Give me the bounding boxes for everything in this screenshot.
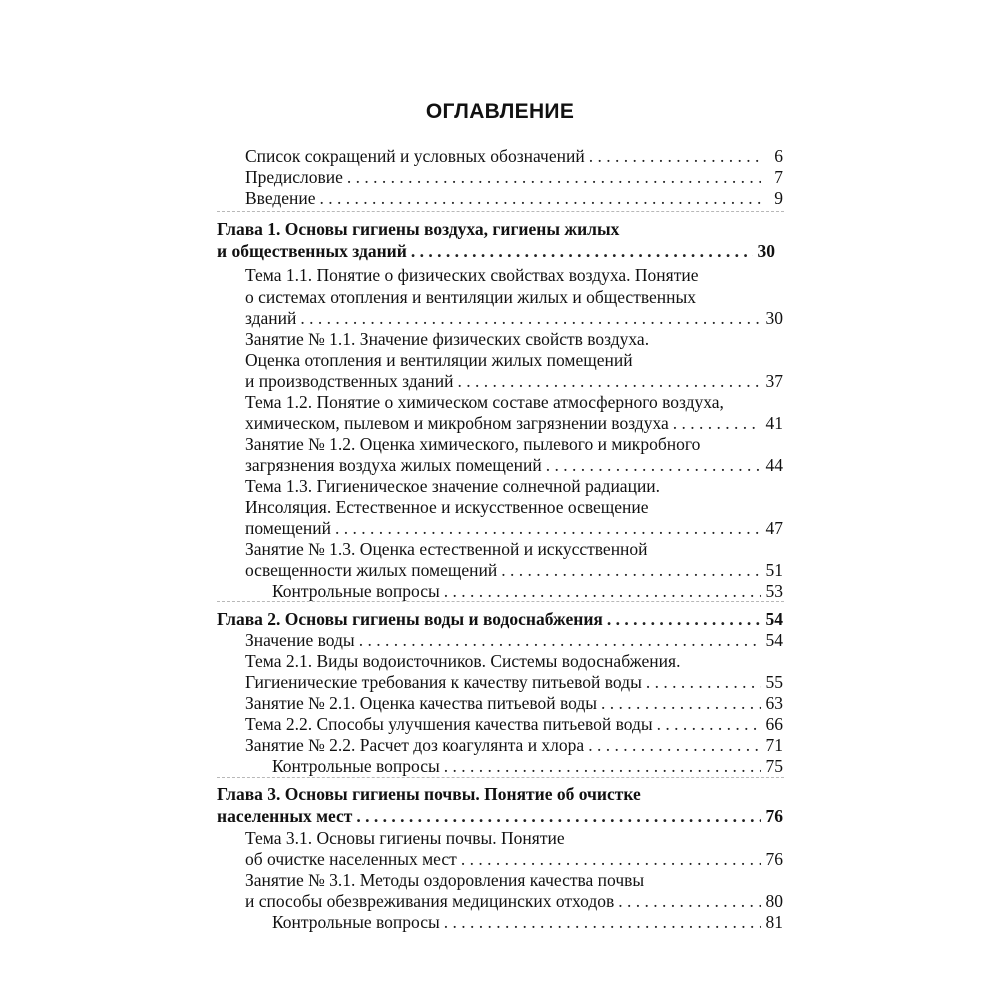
toc-entry-topic-2-2 — [245, 713, 783, 735]
topic-1-2-line-1: Тема 1.2. Понятие о химическом составе атмосферного воздуха, — [245, 392, 724, 412]
toc-entry-title: Значение воды — [245, 630, 355, 650]
toc-entry-page: 37 — [765, 371, 783, 391]
leader-dots — [546, 454, 761, 476]
leader-dots — [300, 307, 761, 329]
toc-entry-title: Контрольные вопросы — [272, 912, 440, 932]
lesson-1-1-line-2: Оценка отопления и вентиляции жилых помещений — [245, 350, 633, 370]
leader-dots — [589, 145, 761, 167]
toc-entry-page: 54 — [765, 630, 783, 650]
toc-entry-preface — [245, 166, 783, 188]
toc-entry-title: и способы обезвреживания медицинских отходов — [245, 891, 615, 911]
toc-entry-page: 80 — [765, 891, 783, 911]
toc-entry-control-questions-1 — [272, 580, 783, 602]
toc-entry-title: Предисловие — [245, 167, 343, 187]
leader-dots — [588, 734, 761, 756]
toc-entry-title: населенных мест — [217, 806, 353, 826]
toc-entry-page: 7 — [774, 167, 783, 187]
toc-entry-page: 51 — [765, 560, 783, 580]
leader-dots — [356, 805, 761, 827]
toc-entry-title: Тема 2.2. Способы улучшения качества питьевой воды — [245, 714, 653, 734]
toc-entry-page: 76 — [765, 849, 783, 869]
toc-entry-topic-2-1 — [245, 671, 783, 693]
toc-entry-title: Список сокращений и условных обозначений — [245, 146, 585, 166]
topic-2-1-line-1: Тема 2.1. Виды водоисточников. Системы водоснабжения. — [245, 651, 681, 671]
section-divider — [217, 601, 784, 602]
toc-entry-title: Гигиенические требования к качеству питьевой воды — [245, 672, 642, 692]
topic-1-3-line-2: Инсоляция. Естественное и искусственное освещение — [245, 497, 649, 517]
toc-entry-page: 76 — [765, 806, 783, 826]
toc-entry-chapter-2 — [217, 608, 783, 630]
toc-entry-title: помещений — [245, 518, 331, 538]
toc-entry-title: Контрольные вопросы — [272, 581, 440, 601]
toc-entry-topic-1-3 — [245, 517, 783, 539]
leader-dots — [646, 671, 761, 693]
leader-dots — [444, 755, 761, 777]
leader-dots — [444, 911, 761, 933]
toc-entry-page: 63 — [765, 693, 783, 713]
toc-entry-control-questions-2 — [272, 755, 783, 777]
leader-dots — [618, 890, 761, 912]
toc-entry-introduction — [245, 187, 783, 209]
toc-entry-page: 75 — [765, 756, 783, 776]
leader-dots — [458, 370, 762, 392]
toc-entry-title: загрязнения воздуха жилых помещений — [245, 455, 542, 475]
toc-entry-page: 53 — [765, 581, 783, 601]
toc-entry-page: 47 — [765, 518, 783, 538]
leader-dots — [411, 240, 753, 262]
toc-entry-lesson-1-1 — [245, 370, 783, 392]
toc-entry-topic-3-1 — [245, 848, 783, 870]
toc-entry-lesson-1-3 — [245, 559, 783, 581]
toc-entry-title: освещенности жилых помещений — [245, 560, 498, 580]
toc-entry-page: 9 — [774, 188, 783, 208]
section-divider — [217, 777, 784, 778]
toc-entry-lesson-2-1 — [245, 692, 783, 714]
toc-entry-page: 6 — [774, 146, 783, 166]
leader-dots — [444, 580, 761, 602]
toc-entry-page: 44 — [765, 455, 783, 475]
toc-entry-page: 30 — [757, 241, 775, 261]
lesson-1-3-line-1: Занятие № 1.3. Оценка естественной и искусственной — [245, 539, 648, 559]
lesson-3-1-line-1: Занятие № 3.1. Методы оздоровления качества почвы — [245, 870, 645, 890]
toc-entry-lesson-2-2 — [245, 734, 783, 756]
toc-entry-page: 71 — [765, 735, 783, 755]
lesson-1-1-line-1: Занятие № 1.1. Значение физических свойств воздуха. — [245, 329, 650, 349]
chapter-3-heading-line-1: Глава 3. Основы гигиены почвы. Понятие об очистке — [217, 784, 641, 804]
leader-dots — [320, 187, 761, 209]
toc-entry-abbreviations — [245, 145, 783, 167]
toc-entry-page: 54 — [765, 609, 783, 629]
topic-1-1-line-1: Тема 1.1. Понятие о физических свойствах воздуха. Понятие — [245, 265, 699, 285]
toc-entry-chapter-3 — [217, 805, 783, 827]
toc-entry-title: Глава 2. Основы гигиены воды и водоснабжения — [217, 609, 603, 629]
toc-entry-chapter-1 — [217, 240, 775, 262]
leader-dots — [601, 692, 761, 714]
toc-entry-lesson-3-1 — [245, 890, 783, 912]
toc-entry-title: Занятие № 2.2. Расчет доз коагулянта и хлора — [245, 735, 585, 755]
chapter-1-heading-line-1: Глава 1. Основы гигиены воздуха, гигиены жилых — [217, 219, 620, 239]
toc-entry-topic-1-1 — [245, 307, 783, 329]
toc-entry-topic-1-2 — [245, 412, 783, 434]
toc-entry-title: химическом, пылевом и микробном загрязнении воздуха — [245, 413, 669, 433]
section-divider — [217, 211, 784, 212]
page-title: ОГЛАВЛЕНИЕ — [425, 100, 575, 123]
leader-dots — [657, 713, 761, 735]
toc-entry-page: 55 — [765, 672, 783, 692]
toc-entry-page: 66 — [765, 714, 783, 734]
topic-1-3-line-1: Тема 1.3. Гигиеническое значение солнечной радиации. — [245, 476, 661, 496]
leader-dots — [335, 517, 761, 539]
toc-entry-title: об очистке населенных мест — [245, 849, 457, 869]
toc-entry-page: 41 — [765, 413, 783, 433]
toc-entry-page: 30 — [765, 308, 783, 328]
leader-dots — [673, 412, 761, 434]
toc-entry-title: и производственных зданий — [245, 371, 454, 391]
toc-entry-title: Введение — [245, 188, 316, 208]
toc-entry-title: зданий — [245, 308, 297, 328]
toc-entry-water-importance — [245, 629, 783, 651]
toc-entry-control-questions-3 — [272, 911, 783, 933]
topic-1-1-line-2: о системах отопления и вентиляции жилых и общественных — [245, 287, 697, 307]
toc-entry-lesson-1-2 — [245, 454, 783, 476]
toc-entry-page: 81 — [765, 912, 783, 932]
topic-3-1-line-1: Тема 3.1. Основы гигиены почвы. Понятие — [245, 828, 565, 848]
toc-entry-title: Контрольные вопросы — [272, 756, 440, 776]
lesson-1-2-line-1: Занятие № 1.2. Оценка химического, пылевого и микробного — [245, 434, 701, 454]
leader-dots — [461, 848, 761, 870]
leader-dots — [607, 608, 761, 630]
toc-entry-title: Занятие № 2.1. Оценка качества питьевой воды — [245, 693, 598, 713]
leader-dots — [359, 629, 761, 651]
leader-dots — [347, 166, 761, 188]
toc-entry-title: и общественных зданий — [217, 241, 407, 261]
leader-dots — [501, 559, 761, 581]
